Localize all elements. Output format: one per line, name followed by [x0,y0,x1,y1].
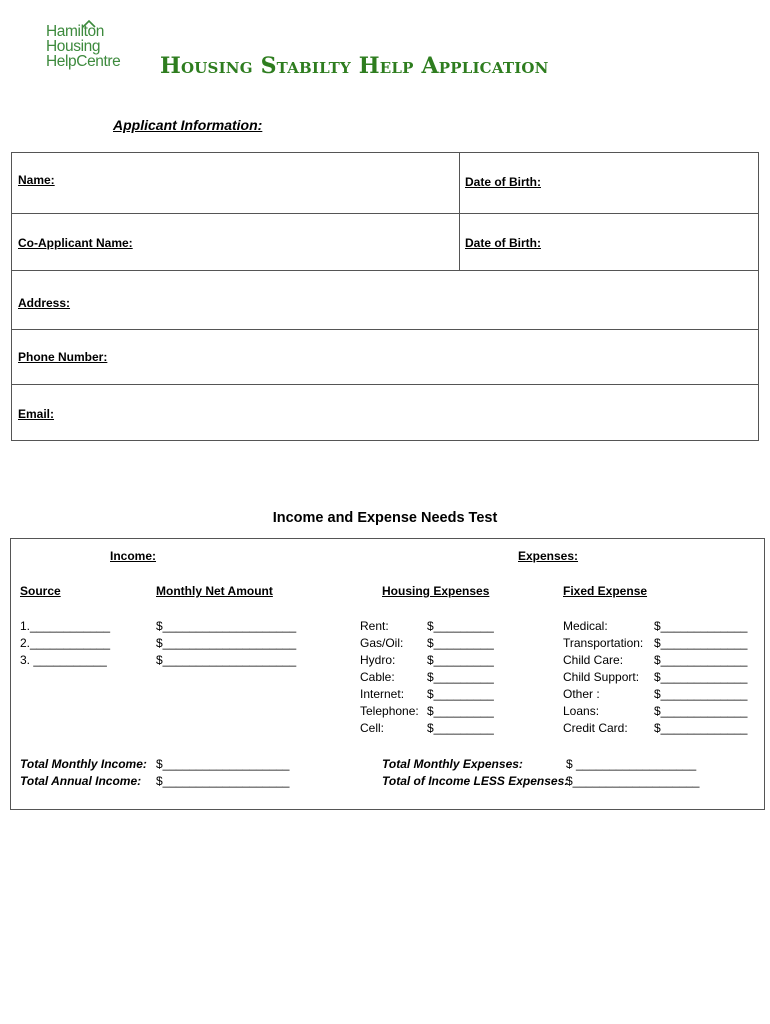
total-annual-income-label: Total Annual Income: [20,774,142,788]
income-less-expenses-label: Total of Income LESS Expenses: [382,774,569,788]
income-less-expenses-blank: $___________________ [566,774,700,788]
logo-line-1: Hamilton [46,23,104,40]
housing-blank-hydro: $_________ [427,653,494,667]
fixed-label-medical: Medical: [563,619,608,633]
total-monthly-income-blank: $___________________ [156,757,290,771]
email-row [12,385,758,440]
housing-blank-internet: $_________ [427,687,494,701]
fixed-blank-medical: $_____________ [654,619,748,633]
housing-label-internet: Internet: [360,687,405,701]
total-monthly-expenses-blank: $ __________________ [566,757,697,771]
fixed-label-other: Other : [563,687,600,701]
income-source-2: 2.____________ [20,636,111,650]
housing-label-cable: Cable: [360,670,395,684]
amount-header: Monthly Net Amount [156,584,273,598]
fixed-blank-childcare: $_____________ [654,653,748,667]
fixed-blank-loans: $_____________ [654,704,748,718]
income-source-1: 1.____________ [20,619,111,633]
housing-label-rent: Rent: [360,619,389,633]
name-label: Name: [18,173,55,187]
column-divider [459,153,460,270]
housing-header: Housing Expenses [382,584,490,598]
housing-label-telephone: Telephone: [360,704,419,718]
housing-label-gas: Gas/Oil: [360,636,404,650]
income-expense-box [10,538,765,810]
house-roof-icon [82,19,96,28]
phone-label: Phone Number: [18,350,108,364]
coapplicant-label: Co-Applicant Name: [18,236,133,250]
needs-test-title: Income and Expense Needs Test [272,510,498,526]
total-monthly-income-label: Total Monthly Income: [20,757,147,771]
expenses-heading: Expenses: [518,549,579,563]
income-amount-1: $____________________ [156,619,297,633]
income-amount-2: $____________________ [156,636,297,650]
income-amount-3: $____________________ [156,653,297,667]
fixed-blank-transportation: $_____________ [654,636,748,650]
applicant-section-title: Applicant Information: [113,117,263,133]
coapplicant-row [12,214,758,271]
name-row [12,153,758,214]
fixed-blank-other: $_____________ [654,687,748,701]
phone-row [12,330,758,385]
fixed-label-transportation: Transportation: [563,636,644,650]
housing-blank-cable: $_________ [427,670,494,684]
fixed-label-creditcard: Credit Card: [563,721,628,735]
address-label: Address: [18,296,71,310]
income-source-3: 3. ___________ [20,653,107,667]
fixed-blank-creditcard: $_____________ [654,721,748,735]
source-header: Source [20,584,61,598]
housing-label-hydro: Hydro: [360,653,396,667]
address-row [12,271,758,330]
housing-blank-rent: $_________ [427,619,494,633]
hamilton-housing-logo [46,24,120,69]
income-heading: Income: [110,549,157,563]
fixed-label-loans: Loans: [563,704,600,718]
housing-label-cell: Cell: [360,721,385,735]
dob2-label: Date of Birth: [465,236,541,250]
total-annual-income-blank: $___________________ [156,774,290,788]
fixed-label-childcare: Child Care: [563,653,624,667]
dob-label: Date of Birth: [465,175,541,189]
page-title: Housing Stabilty Help Application [160,53,549,79]
logo-line-3: HelpCentre [46,53,121,70]
housing-blank-gas: $_________ [427,636,494,650]
logo-line-2: Housing [46,38,101,55]
applicant-info-table [11,152,759,441]
housing-blank-cell: $_________ [427,721,494,735]
housing-blank-telephone: $_________ [427,704,494,718]
fixed-header: Fixed Expense [563,584,648,598]
total-monthly-expenses-label: Total Monthly Expenses: [382,757,523,771]
email-label: Email: [18,407,55,421]
fixed-blank-childsupport: $_____________ [654,670,748,684]
fixed-label-childsupport: Child Support: [563,670,640,684]
